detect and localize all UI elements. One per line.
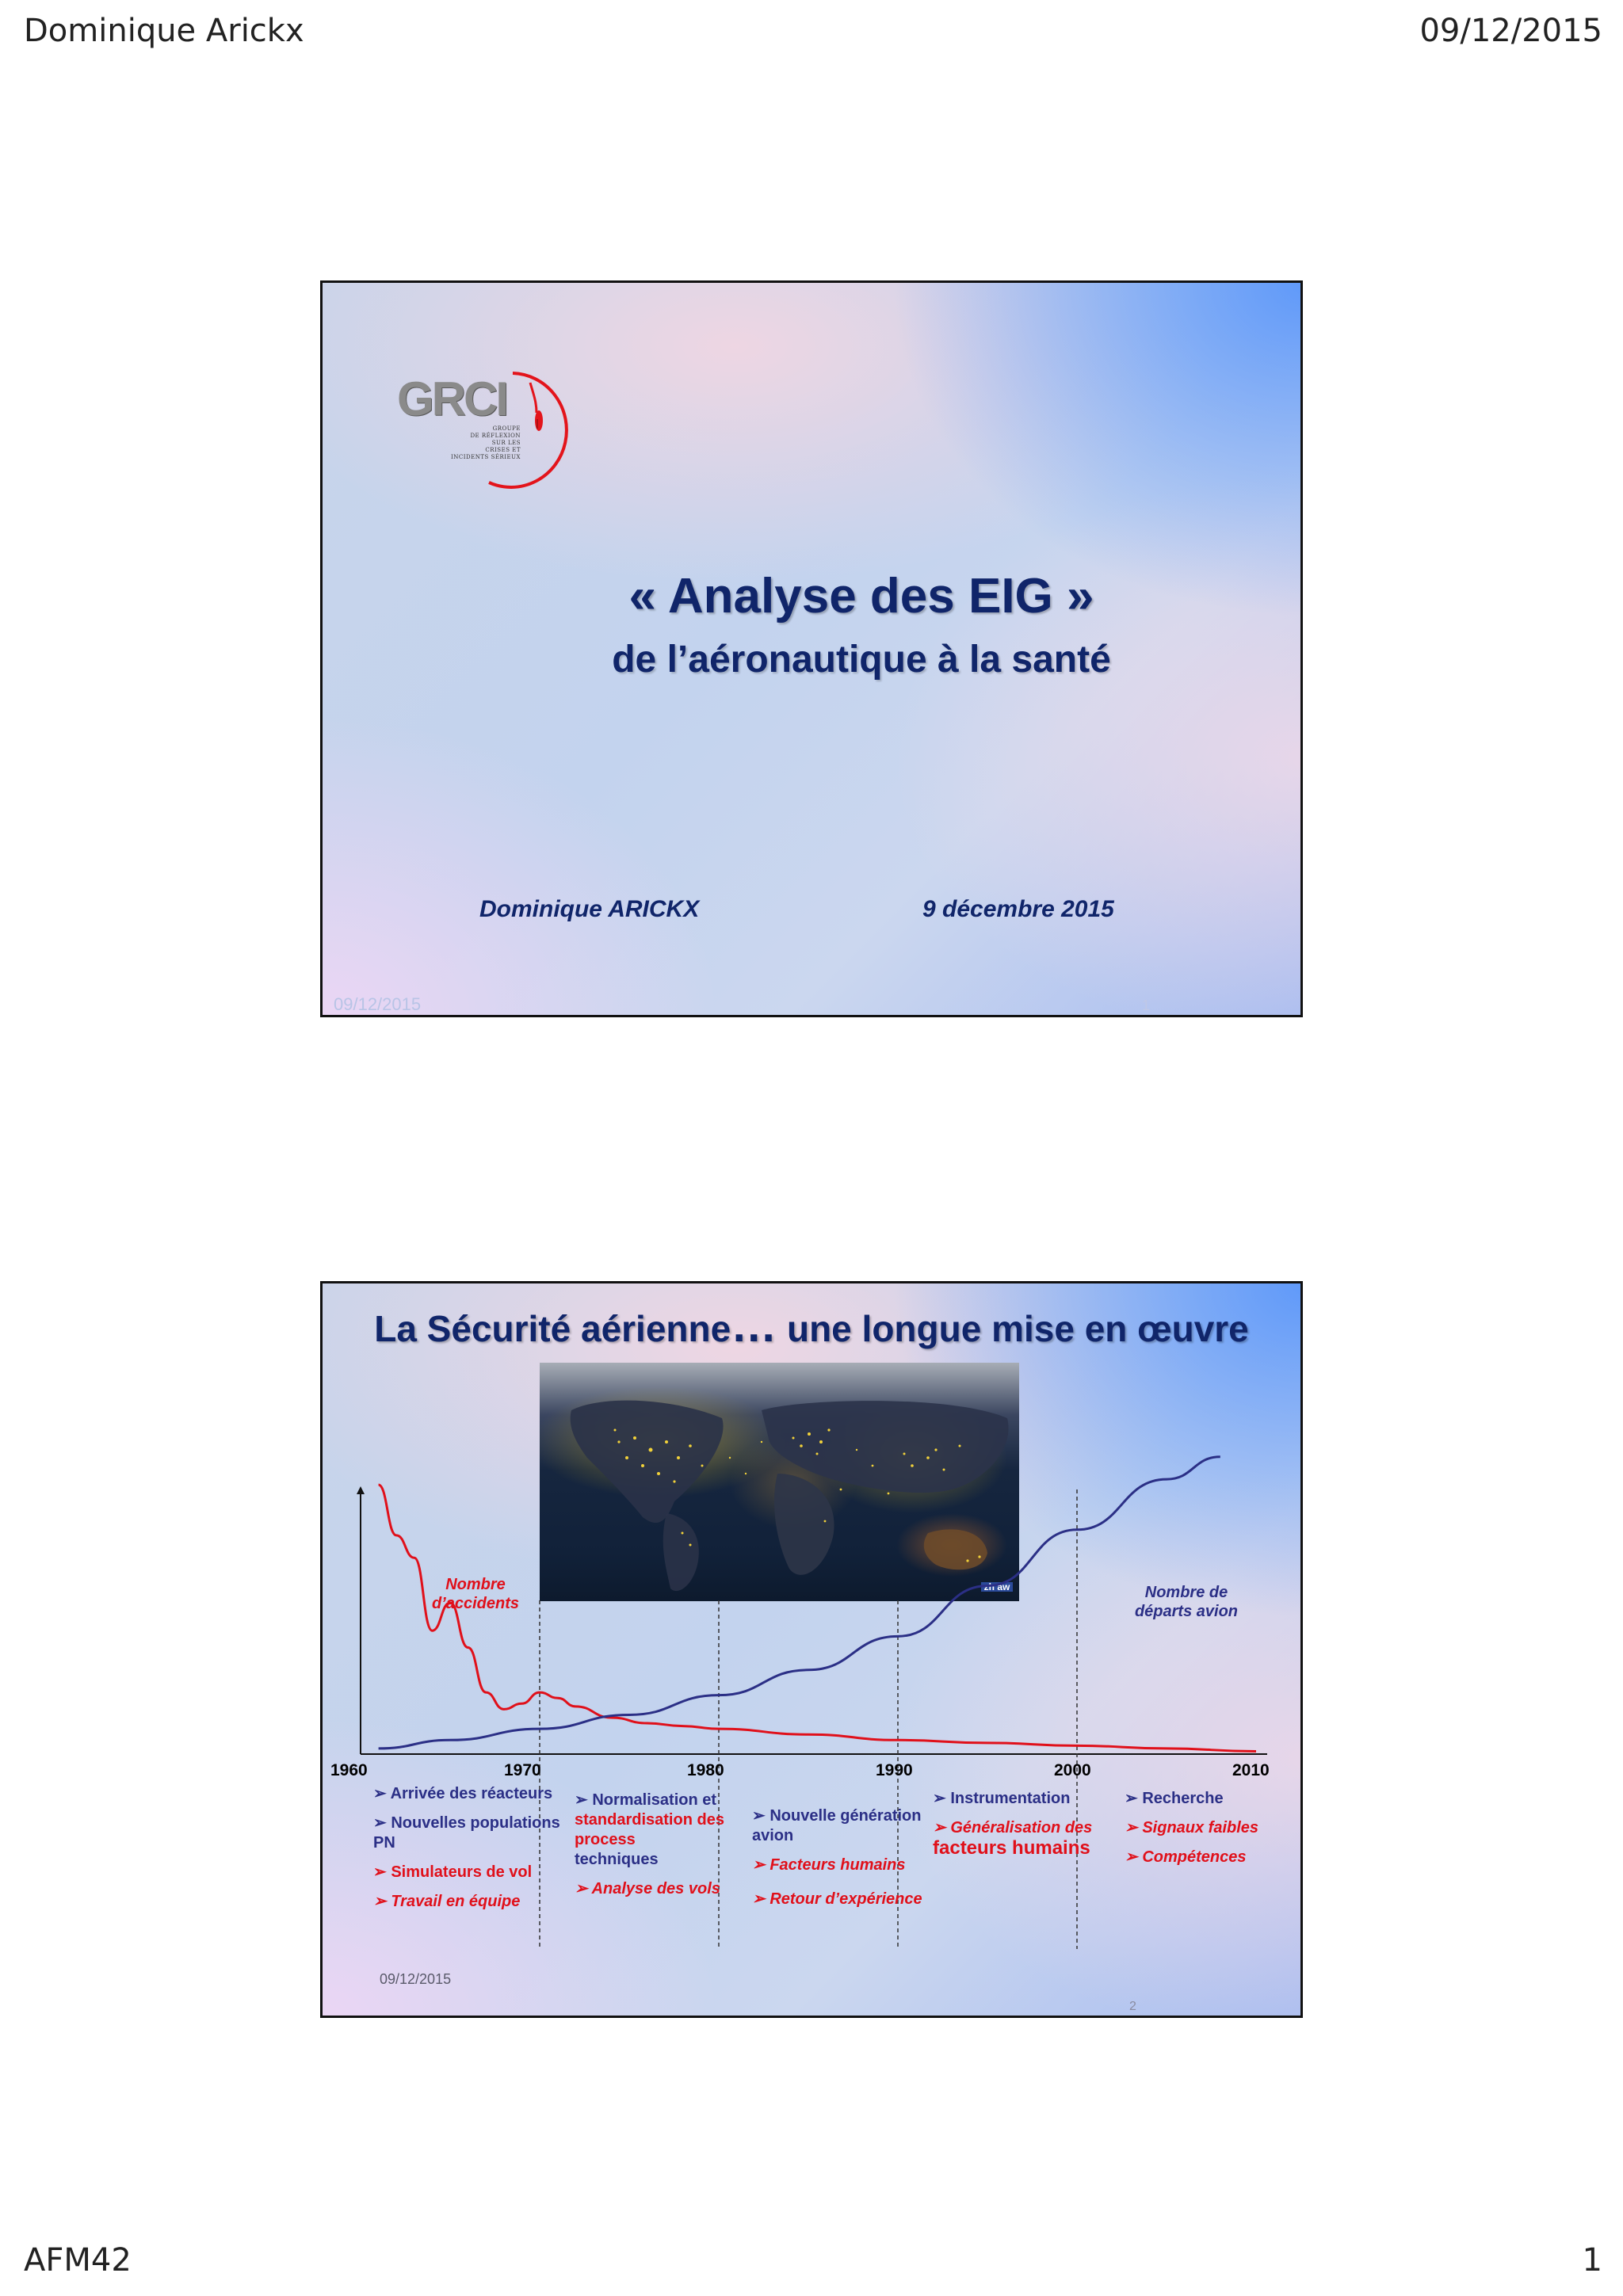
logo-caption-line: INCIDENTS SÉRIEUX (451, 454, 521, 460)
slide-title-ellipsis: … (731, 1300, 777, 1352)
list-item: ➢ Arrivée des réacteurs (373, 1785, 553, 1802)
map-logo: zh aw (981, 1582, 1013, 1592)
slide-subtitle: de l’aéronautique à la santé (612, 639, 1111, 681)
slide-1 (320, 280, 1303, 1017)
slide-title: « Analyse des EIG » (628, 569, 1094, 624)
departures-label (1115, 1583, 1258, 1621)
list-item: ➢ Analyse des vols (575, 1880, 720, 1897)
list-item: ➢ Généralisation des (933, 1819, 1093, 1836)
accidents-label-line: Nombre (445, 1576, 506, 1593)
x-tick-label: 1970 (504, 1761, 541, 1779)
logo-caption (426, 425, 521, 461)
presenter-name: Dominique ARICKX (479, 896, 700, 922)
list-item: ➢ Simulateurs de vol (373, 1863, 533, 1881)
slide-footer-date: 09/12/2015 (380, 1971, 452, 1987)
grci-logo (394, 346, 584, 497)
departures-label-line: départs avion (1134, 1603, 1239, 1620)
accidents-label-line: d’accidents (431, 1595, 520, 1612)
slide-number: 1 (1142, 997, 1151, 1013)
x-tick-label: 2010 (1232, 1761, 1270, 1779)
timeline-col-1970s (575, 1791, 733, 1899)
list-item: ➢ Travail en équipe (373, 1893, 521, 1910)
presentation-date: 9 décembre 2015 (922, 896, 1114, 922)
page-author: Dominique Arickx (24, 13, 304, 49)
logo-caption-line: GROUPE (492, 425, 521, 432)
slide-footer-date: 09/12/2015 (334, 994, 422, 1014)
list-item: standardisation des process (575, 1811, 724, 1848)
logo-caption-line: SUR LES (491, 440, 521, 446)
list-item: ➢ Normalisation et (575, 1791, 717, 1809)
slide-title-part2: une longue mise en œuvre (777, 1308, 1249, 1349)
list-item: ➢ Retour d’expérience (752, 1890, 922, 1908)
page-number: 1 (1582, 2242, 1602, 2279)
list-item: ➢ Facteurs humains (752, 1856, 906, 1874)
page-footer-label: AFM42 (24, 2242, 132, 2279)
accidents-label (416, 1575, 535, 1613)
list-item: ➢ Recherche (1125, 1790, 1224, 1807)
list-item: techniques (575, 1851, 659, 1868)
slide-title-part1: La Sécurité aérienne (374, 1308, 731, 1349)
list-item: facteurs humains (933, 1837, 1090, 1859)
slide-number: 2 (1129, 2000, 1136, 2013)
departures-label-line: Nombre de (1144, 1584, 1228, 1601)
list-item: ➢ Instrumentation (933, 1790, 1071, 1807)
x-tick-label: 1990 (876, 1761, 913, 1779)
timeline-col-1960s (373, 1784, 563, 1912)
timeline-col-1990s (933, 1789, 1111, 1859)
logo-caption-line: CRISES ET (485, 447, 521, 453)
list-item: ➢ Compétences (1125, 1848, 1247, 1866)
logo-text: GRCI (397, 372, 506, 425)
y-axis-arrow-icon (357, 1486, 365, 1494)
x-tick-label: 2000 (1054, 1761, 1091, 1779)
page-date: 09/12/2015 (1419, 13, 1602, 49)
logo-caption-line: DE RÉFLEXION (470, 433, 521, 439)
slide-2 (320, 1281, 1303, 2018)
x-tick-label: 1980 (687, 1761, 724, 1779)
timeline-col-2000s (1125, 1789, 1283, 1867)
list-item: ➢ Signaux faibles (1125, 1819, 1259, 1836)
list-item: ➢ Nouvelles populations PN (373, 1814, 560, 1852)
list-item: ➢ Nouvelle génération avion (752, 1807, 922, 1844)
timeline-col-1980s (752, 1806, 934, 1909)
x-tick-label: 1960 (330, 1761, 368, 1779)
